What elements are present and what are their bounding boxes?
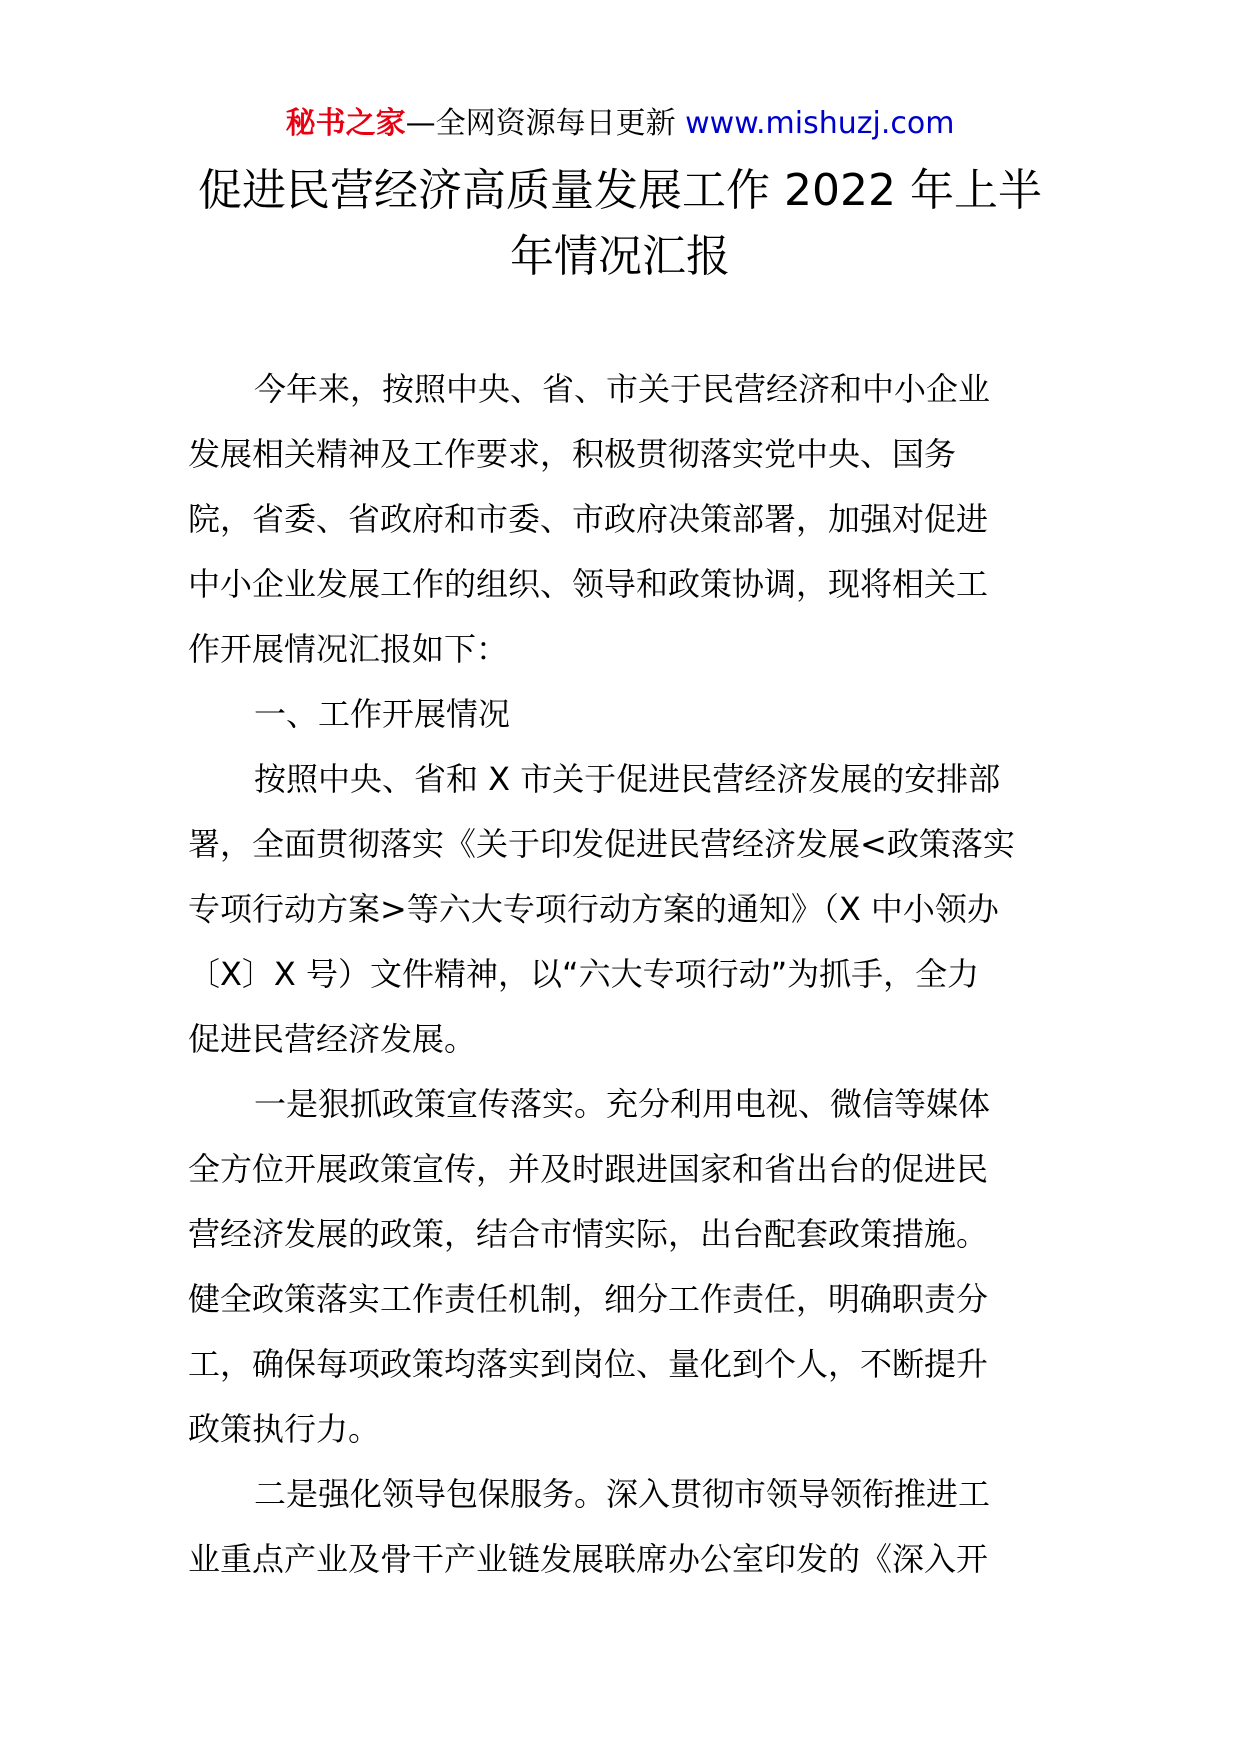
title-line: 促进民营经济高质量发展工作 2022 年上半 [198, 165, 1042, 216]
document-body [188, 357, 1060, 1592]
body-line: 营经济发展的政策，结合市情实际，出台配套政策措施。 [188, 1215, 989, 1253]
body-line: 二是强化领导包保服务。深入贯彻市领导领衔推进工 [254, 1475, 991, 1513]
document-title [150, 158, 1090, 290]
body-line: 一是狠抓政策宣传落实。充分利用电视、微信等媒体 [254, 1085, 991, 1123]
title-line: 年情况汇报 [510, 231, 730, 282]
body-line: 作开展情况汇报如下： [188, 630, 509, 668]
body-line: 中小企业发展工作的组织、领导和政策协调，现将相关工 [188, 565, 989, 603]
brand-name: 秘书之家 [285, 106, 406, 141]
body-line: 发展相关精神及工作要求，积极贯彻落实党中央、国务 [188, 435, 957, 473]
body-line: 全方位开展政策宣传，并及时跟进国家和省出台的促进民 [188, 1150, 989, 1188]
body-line: 促进民营经济发展。 [188, 1020, 477, 1058]
body-line: 工，确保每项政策均落实到岗位、量化到个人，不断提升 [188, 1345, 989, 1383]
site-url[interactable]: www.mishuzj.com [685, 106, 955, 141]
body-line: 政策执行力。 [188, 1410, 381, 1448]
body-line: 按照中央、省和 X 市关于促进民营经济发展的安排部 [254, 760, 1001, 798]
body-line: 署，全面贯彻落实《关于印发促进民营经济发展<政策落实 [188, 825, 1015, 863]
body-line: 业重点产业及骨干产业链发展联席办公室印发的《深入开 [188, 1540, 989, 1578]
section-heading: 一、工作开展情况 [254, 695, 511, 733]
body-line: 今年来，按照中央、省、市关于民营经济和中小企业 [254, 370, 991, 408]
body-line: 〔X〕X 号）文件精神，以“六大专项行动”为抓手，全力 [188, 955, 980, 993]
body-line: 院，省委、省政府和市委、市政府决策部署，加强对促进 [188, 500, 989, 538]
header-tagline: —全网资源每日更新 [405, 106, 686, 141]
body-line: 专项行动方案>等六大专项行动方案的通知》（X 中小领办 [188, 890, 999, 928]
page-header [0, 100, 1240, 148]
body-line: 健全政策落实工作责任机制，细分工作责任，明确职责分 [188, 1280, 989, 1318]
